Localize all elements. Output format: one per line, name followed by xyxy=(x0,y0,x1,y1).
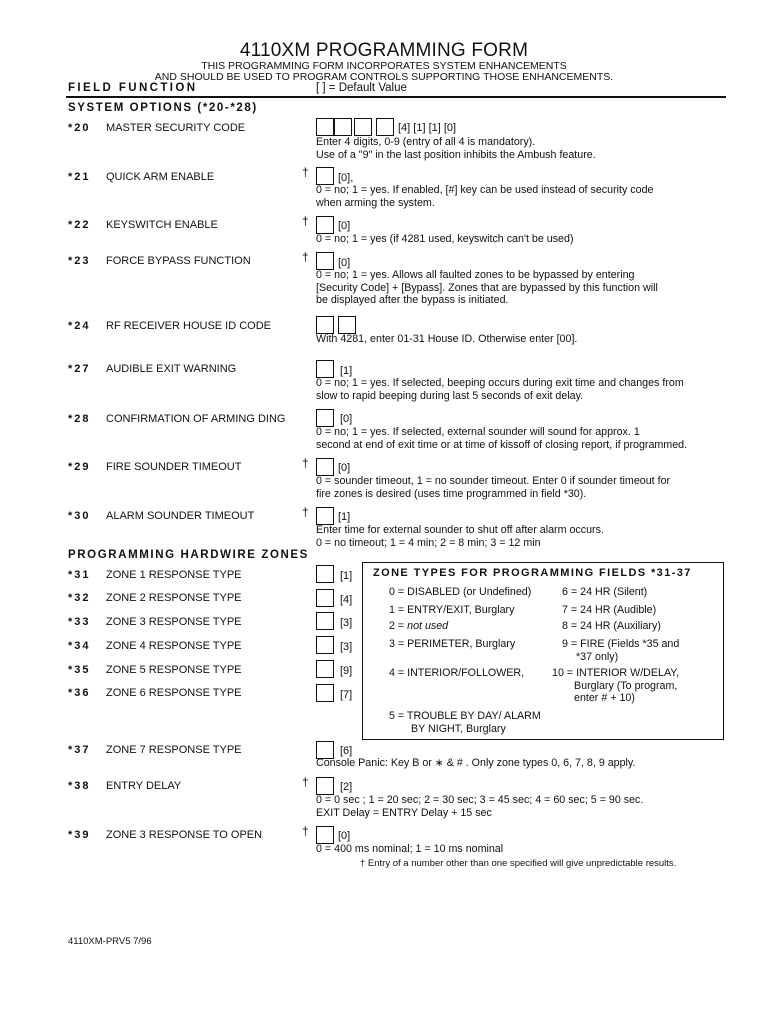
entry-box[interactable] xyxy=(354,118,372,136)
field-name: ALARM SOUNDER TIMEOUT xyxy=(106,510,255,522)
default-value: [0] xyxy=(338,220,351,232)
field-name: ZONE 3 RESPONSE TO OPEN xyxy=(106,829,263,841)
entry-box[interactable] xyxy=(316,589,334,607)
default-value: [1] xyxy=(340,570,353,582)
field-name: ENTRY DELAY xyxy=(106,780,182,792)
entry-box[interactable] xyxy=(316,636,334,654)
field-number: *30 xyxy=(68,510,91,522)
field-name: CONFIRMATION OF ARMING DING xyxy=(106,413,286,425)
zone-type-2: 2 = not used xyxy=(389,620,449,632)
default-value: [0] xyxy=(338,462,351,474)
field-description: 0 = no; 1 = yes. Allows all faulted zones to be bypassed by entering [Security Code] + [Bypass]. Zones that are bypassed by this function will be displayed after the bypass is initiated. xyxy=(316,269,658,306)
entry-box[interactable] xyxy=(376,118,394,136)
entry-box[interactable] xyxy=(316,167,334,185)
field-number: *23 xyxy=(68,255,91,267)
field-name: QUICK ARM ENABLE xyxy=(106,171,215,183)
field-description: 0 = no; 1 = yes. If selected, external sounder will sound for approx. 1 second at end of exit time or at time of kissoff of closing report, if programmed. xyxy=(316,426,688,451)
field-name: RF RECEIVER HOUSE ID CODE xyxy=(106,320,272,332)
field-name: ZONE 4 RESPONSE TYPE xyxy=(106,640,242,652)
entry-box[interactable] xyxy=(316,660,334,678)
zone-type-7: 7 = 24 HR (Audible) xyxy=(562,604,657,616)
dagger-mark: † xyxy=(302,456,309,470)
dagger-mark: † xyxy=(302,824,309,838)
zone-type-6: 6 = 24 HR (Silent) xyxy=(562,586,648,598)
form-subtitle-line1: THIS PROGRAMMING FORM INCORPORATES SYSTEM ENHANCEMENTS xyxy=(201,60,567,72)
dagger-mark: † xyxy=(302,775,309,789)
section-hardwire-zones: PROGRAMMING HARDWIRE ZONES xyxy=(68,549,309,561)
default-value: [4] [1] [1] [0] xyxy=(398,122,457,134)
zone-type-1: 1 = ENTRY/EXIT, Burglary xyxy=(389,604,515,616)
field-function-header: FIELD FUNCTION xyxy=(68,82,198,94)
entry-box[interactable] xyxy=(316,252,334,270)
form-id: 4110XM-PRV5 7/96 xyxy=(68,936,152,947)
field-number: *34 xyxy=(68,640,91,652)
dagger-mark: † xyxy=(302,505,309,519)
field-name: ZONE 1 RESPONSE TYPE xyxy=(106,569,242,581)
default-value: [1] xyxy=(338,511,351,523)
field-name: AUDIBLE EXIT WARNING xyxy=(106,363,237,375)
default-value: [0] xyxy=(338,830,351,842)
field-description: 0 = sounder timeout, 1 = no sounder timeout. Enter 0 if sounder timeout for fire zones is desired (uses time programmed in field *30). xyxy=(316,475,671,500)
field-name: ZONE 7 RESPONSE TYPE xyxy=(106,744,242,756)
field-number: *37 xyxy=(68,744,91,756)
entry-box[interactable] xyxy=(338,316,356,334)
zone-type-8: 8 = 24 HR (Auxiliary) xyxy=(562,620,661,632)
default-value: [3] xyxy=(340,617,353,629)
field-description: 0 = no; 1 = yes (if 4281 used, keyswitch can't be used) xyxy=(316,233,574,245)
entry-box[interactable] xyxy=(316,826,334,844)
field-description: 0 = 400 ms nominal; 1 = 10 ms nominal xyxy=(316,843,504,855)
footnote: † Entry of a number other than one specified will give unpredictable results. xyxy=(360,858,677,869)
zone-type-0: 0 = DISABLED (or Undefined) xyxy=(389,586,532,598)
entry-box[interactable] xyxy=(316,612,334,630)
field-number: *21 xyxy=(68,171,91,183)
form-title: 4110XM PROGRAMMING FORM xyxy=(239,40,529,61)
entry-box[interactable] xyxy=(316,409,334,427)
entry-box[interactable] xyxy=(316,360,334,378)
field-number: *22 xyxy=(68,219,91,231)
default-value: [7] xyxy=(340,689,353,701)
zone-type-4: 4 = INTERIOR/FOLLOWER, xyxy=(389,667,525,679)
field-description: 0 = no; 1 = yes. If selected, beeping occurs during exit time and changes from slow to rapid beeping during last 5 seconds of exit delay. xyxy=(316,377,684,402)
default-value-legend: [ ] = Default Value xyxy=(316,82,407,94)
section-system-options: SYSTEM OPTIONS (*20-*28) xyxy=(68,102,258,114)
field-name: ZONE 5 RESPONSE TYPE xyxy=(106,664,242,676)
default-value: [0] xyxy=(340,413,353,425)
field-name: MASTER SECURITY CODE xyxy=(106,122,246,134)
field-number: *28 xyxy=(68,413,91,425)
field-description: With 4281, enter 01-31 House ID. Otherwise enter [00]. xyxy=(316,333,578,345)
dagger-mark: † xyxy=(302,250,309,264)
entry-box[interactable] xyxy=(316,458,334,476)
field-number: *36 xyxy=(68,687,91,699)
zone-type-9: 9 = FIRE (Fields *35 and *37 only) xyxy=(562,638,680,663)
field-description: Enter 4 digits, 0-9 (entry of all 4 is mandatory). Use of a "9" in the last position inhibits the Ambush feature. xyxy=(316,136,596,161)
field-number: *29 xyxy=(68,461,91,473)
field-description: Console Panic: Key B or ∗ & # . Only zone types 0, 6, 7, 8, 9 apply. xyxy=(316,757,636,769)
field-name: ZONE 2 RESPONSE TYPE xyxy=(106,592,242,604)
field-number: *27 xyxy=(68,363,91,375)
field-description: Enter time for external sounder to shut off after alarm occurs. 0 = no timeout; 1 = 4 min; 2 = 8 min; 3 = 12 min xyxy=(316,524,604,549)
zone-type-10: 10 = INTERIOR W/DELAY, Burglary (To program, enter # + 10) xyxy=(552,667,680,704)
entry-box[interactable] xyxy=(316,777,334,795)
entry-box[interactable] xyxy=(316,684,334,702)
default-value: [1] xyxy=(340,365,353,377)
entry-box[interactable] xyxy=(316,316,334,334)
form-subtitle-line2: AND SHOULD BE USED TO PROGRAM CONTROLS SUPPORTING THOSE ENHANCEMENTS. xyxy=(154,71,614,83)
default-value: [6] xyxy=(340,745,353,757)
field-description: 0 = no; 1 = yes. If enabled, [#] key can be used instead of security code when arming the system. xyxy=(316,184,654,209)
default-value: [0] xyxy=(338,257,351,269)
default-value: [2] xyxy=(340,781,353,793)
header-rule xyxy=(66,96,726,98)
field-number: *39 xyxy=(68,829,91,841)
field-number: *24 xyxy=(68,320,91,332)
field-number: *20 xyxy=(68,122,91,134)
field-name: ZONE 6 RESPONSE TYPE xyxy=(106,687,242,699)
field-name: ZONE 3 RESPONSE TYPE xyxy=(106,616,242,628)
entry-box[interactable] xyxy=(316,507,334,525)
entry-box[interactable] xyxy=(334,118,352,136)
entry-box[interactable] xyxy=(316,216,334,234)
default-value: [9] xyxy=(340,665,353,677)
zone-type-5: 5 = TROUBLE BY DAY/ ALARM BY NIGHT, Burglary xyxy=(389,710,541,735)
entry-box[interactable] xyxy=(316,565,334,583)
field-description: 0 = 0 sec ; 1 = 20 sec; 2 = 30 sec; 3 = 45 sec; 4 = 60 sec; 5 = 90 sec. EXIT Delay = ENTRY Delay + 15 sec xyxy=(316,794,644,819)
default-value: [4] xyxy=(340,594,353,606)
zone-type-3: 3 = PERIMETER, Burglary xyxy=(389,638,516,650)
field-number: *32 xyxy=(68,592,91,604)
default-value: [0], xyxy=(338,172,354,184)
field-name: KEYSWITCH ENABLE xyxy=(106,219,218,231)
zone-types-box xyxy=(362,562,724,740)
field-number: *38 xyxy=(68,780,91,792)
field-number: *31 xyxy=(68,569,91,581)
field-name: FIRE SOUNDER TIMEOUT xyxy=(106,461,242,473)
field-number: *35 xyxy=(68,664,91,676)
default-value: [3] xyxy=(340,641,353,653)
entry-box[interactable] xyxy=(316,118,334,136)
zone-types-title: ZONE TYPES FOR PROGRAMMING FIELDS *31-37 xyxy=(373,567,692,579)
dagger-mark: † xyxy=(302,214,309,228)
field-number: *33 xyxy=(68,616,91,628)
dagger-mark: † xyxy=(302,165,309,179)
field-name: FORCE BYPASS FUNCTION xyxy=(106,255,251,267)
